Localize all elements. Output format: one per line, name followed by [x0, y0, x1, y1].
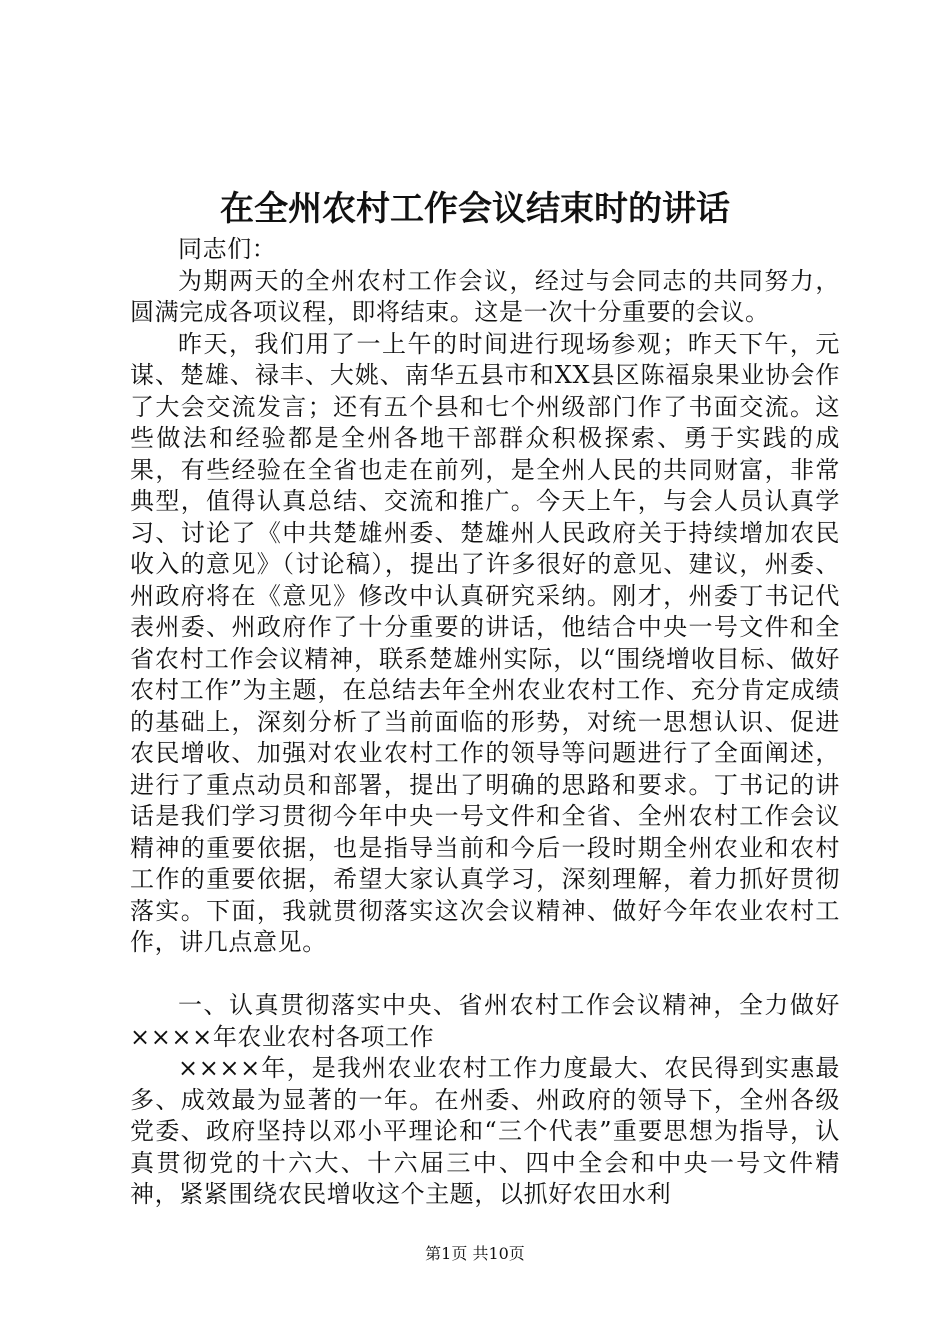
section-heading: 一、认真贯彻落实中央、省州农村工作会议精神，全力做好××××年农业农村各项工作 — [130, 991, 840, 1051]
paragraph-review: 昨天，我们用了一上午的时间进行现场参观；昨天下午，元谋、楚雄、禄丰、大姚、南华五县市和XX县区陈福泉果业协会作了大会交流发言；还有五个县和七个州级部门作了书面交流。这些做法和经验都是全州各地干部群众积极探索、勇于实践的成果，有些经验在全省也走在前列，是全州人民的共同财富，非常典型，值得认真总结、交流和推广。今天上午，与会人员认真学习、讨论了《中共楚雄州委、楚雄州人民政府关于持续增加农民收入的意见》（讨论稿），提出了许多很好的意见、建议，州委、州政府将在《意见》修改中认真研究采纳。刚才，州委丁书记代表州委、州政府作了十分重要的讲话，他结合中央一号文件和全省农村工作会议精神，联系楚雄州实际，以“围绕增收目标、做好农村工作”为主题，在总结去年全州农业农村工作、充分肯定成绩的基础上，深刻分析了当前面临的形势，对统一思想认识、促进农民增收、加强对农业农村工作的领导等问题进行了全面阐述，进行了重点动员和部署，提出了明确的思路和要求。丁书记的讲话是我们学习贯彻今年中央一号文件和全省、全州农村工作会议精神的重要依据，也是指导当前和今后一段时期全州农业和农村工作的重要依据，希望大家认真学习，深刻理解，着力抓好贯彻落实。下面，我就贯彻落实这次会议精神、做好今年农业农村工作，讲几点意见。 — [130, 329, 840, 956]
paragraph-opening: 为期两天的全州农村工作会议，经过与会同志的共同努力，圆满完成各项议程，即将结束。这是一次十分重要的会议。 — [130, 266, 840, 326]
page-number-footer: 第1页 共10页 — [425, 1244, 525, 1263]
paragraph-section-one: ××××年，是我州农业农村工作力度最大、农民得到实惠最多、成效最为显著的一年。在州委、州政府的领导下，全州各级党委、政府坚持以邓小平理论和“三个代表”重要思想为指导，认真贯彻党的十六大、十六届三中、四中全会和中央一号文件精神，紧紧围绕农民增收这个主题，以抓好农田水利 — [130, 1054, 840, 1208]
document-title: 在全州农村工作会议结束时的讲话 — [220, 189, 730, 229]
salutation: 同志们： — [178, 235, 277, 263]
document-body — [130, 234, 840, 1211]
